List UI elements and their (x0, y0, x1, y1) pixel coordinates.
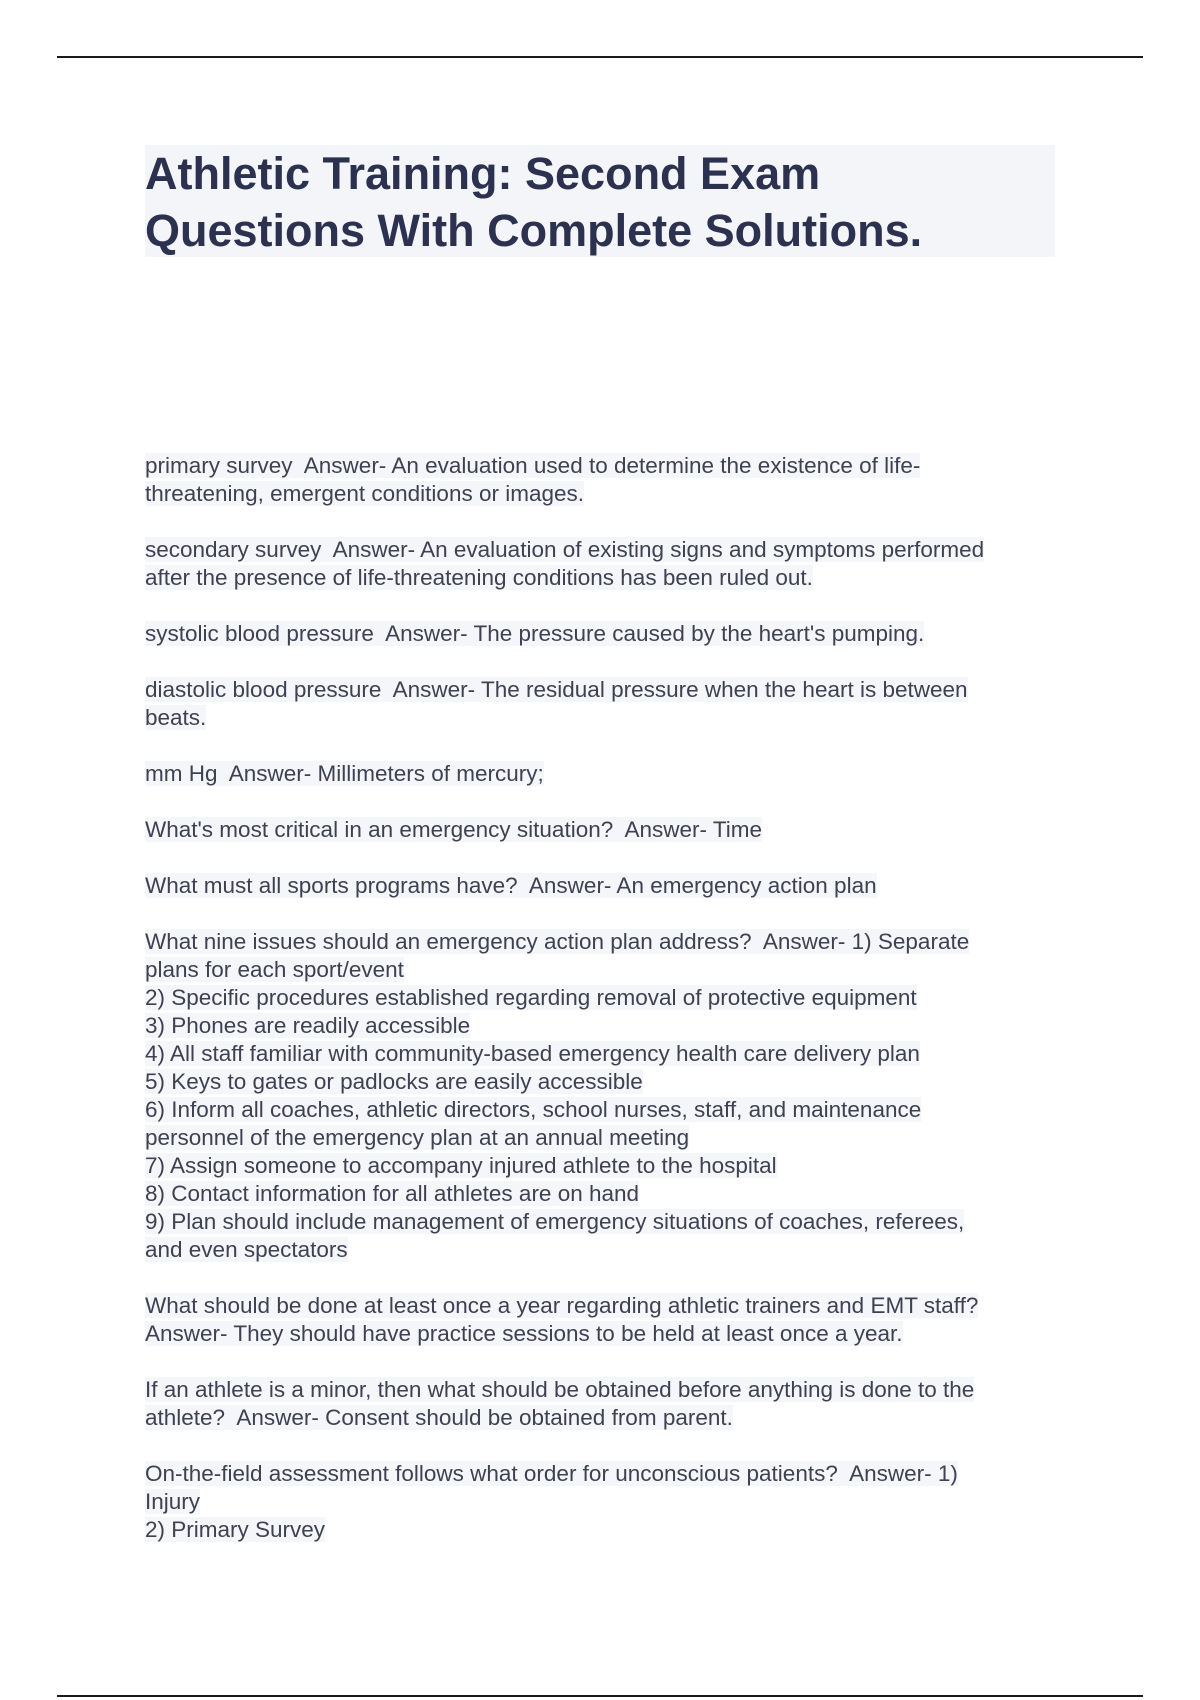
qa-line: secondary survey Answer- An evaluation of existing signs and symptoms performed (145, 537, 985, 562)
qa-line: athlete? Answer- Consent should be obtained from parent. (145, 1405, 733, 1430)
qa-line: and even spectators (145, 1237, 348, 1262)
qa-entry (145, 928, 1085, 1264)
qa-line: plans for each sport/event (145, 957, 404, 982)
qa-entry (145, 536, 1085, 592)
qa-line: systolic blood pressure Answer- The pressure caused by the heart's pumping. (145, 621, 925, 646)
qa-line: Injury (145, 1489, 201, 1514)
qa-line: mm Hg Answer- Millimeters of mercury; (145, 761, 544, 786)
qa-line: 8) Contact information for all athletes are on hand (145, 1181, 640, 1206)
qa-entry (145, 452, 1085, 508)
qa-entry (145, 676, 1085, 732)
qa-line: 5) Keys to gates or padlocks are easily accessible (145, 1069, 643, 1094)
qa-line: What must all sports programs have? Answer- An emergency action plan (145, 873, 877, 898)
title-line: Athletic Training: Second Exam (145, 148, 821, 199)
qa-line: threatening, emergent conditions or images. (145, 481, 585, 506)
qa-line: 6) Inform all coaches, athletic directors, school nurses, staff, and maintenance (145, 1097, 922, 1122)
qa-line: What nine issues should an emergency action plan address? Answer- 1) Separate (145, 929, 970, 954)
qa-line: 9) Plan should include management of emergency situations of coaches, referees, (145, 1209, 965, 1234)
qa-entry (145, 872, 1085, 900)
document-title (145, 145, 1055, 259)
qa-line: personnel of the emergency plan at an annual meeting (145, 1125, 690, 1150)
qa-line: 3) Phones are readily accessible (145, 1013, 471, 1038)
qa-line: beats. (145, 705, 207, 730)
qa-line: 7) Assign someone to accompany injured athlete to the hospital (145, 1153, 777, 1178)
qa-line: If an athlete is a minor, then what should be obtained before anything is done to the (145, 1377, 975, 1402)
qa-line: On-the-field assessment follows what order for unconscious patients? Answer- 1) (145, 1461, 958, 1486)
qa-line: 4) All staff familiar with community-based emergency health care delivery plan (145, 1041, 920, 1066)
document-body (145, 452, 1085, 1572)
qa-entry (145, 1292, 1085, 1348)
bottom-rule (57, 1695, 1143, 1697)
qa-line: What's most critical in an emergency situation? Answer- Time (145, 817, 763, 842)
qa-line: 2) Specific procedures established regarding removal of protective equipment (145, 985, 917, 1010)
qa-line: after the presence of life-threatening conditions has been ruled out. (145, 565, 813, 590)
top-rule (57, 56, 1143, 58)
title-line: Questions With Complete Solutions. (145, 205, 923, 256)
qa-entry (145, 1460, 1085, 1544)
qa-line: What should be done at least once a year regarding athletic trainers and EMT staff? (145, 1293, 979, 1318)
qa-entry (145, 760, 1085, 788)
qa-entry (145, 816, 1085, 844)
qa-line: 2) Primary Survey (145, 1517, 326, 1542)
qa-line: diastolic blood pressure Answer- The residual pressure when the heart is between (145, 677, 968, 702)
qa-line: Answer- They should have practice sessions to be held at least once a year. (145, 1321, 903, 1346)
qa-line: primary survey Answer- An evaluation used to determine the existence of life- (145, 453, 921, 478)
qa-entry (145, 1376, 1085, 1432)
title-block (145, 145, 1055, 257)
qa-entry (145, 620, 1085, 648)
